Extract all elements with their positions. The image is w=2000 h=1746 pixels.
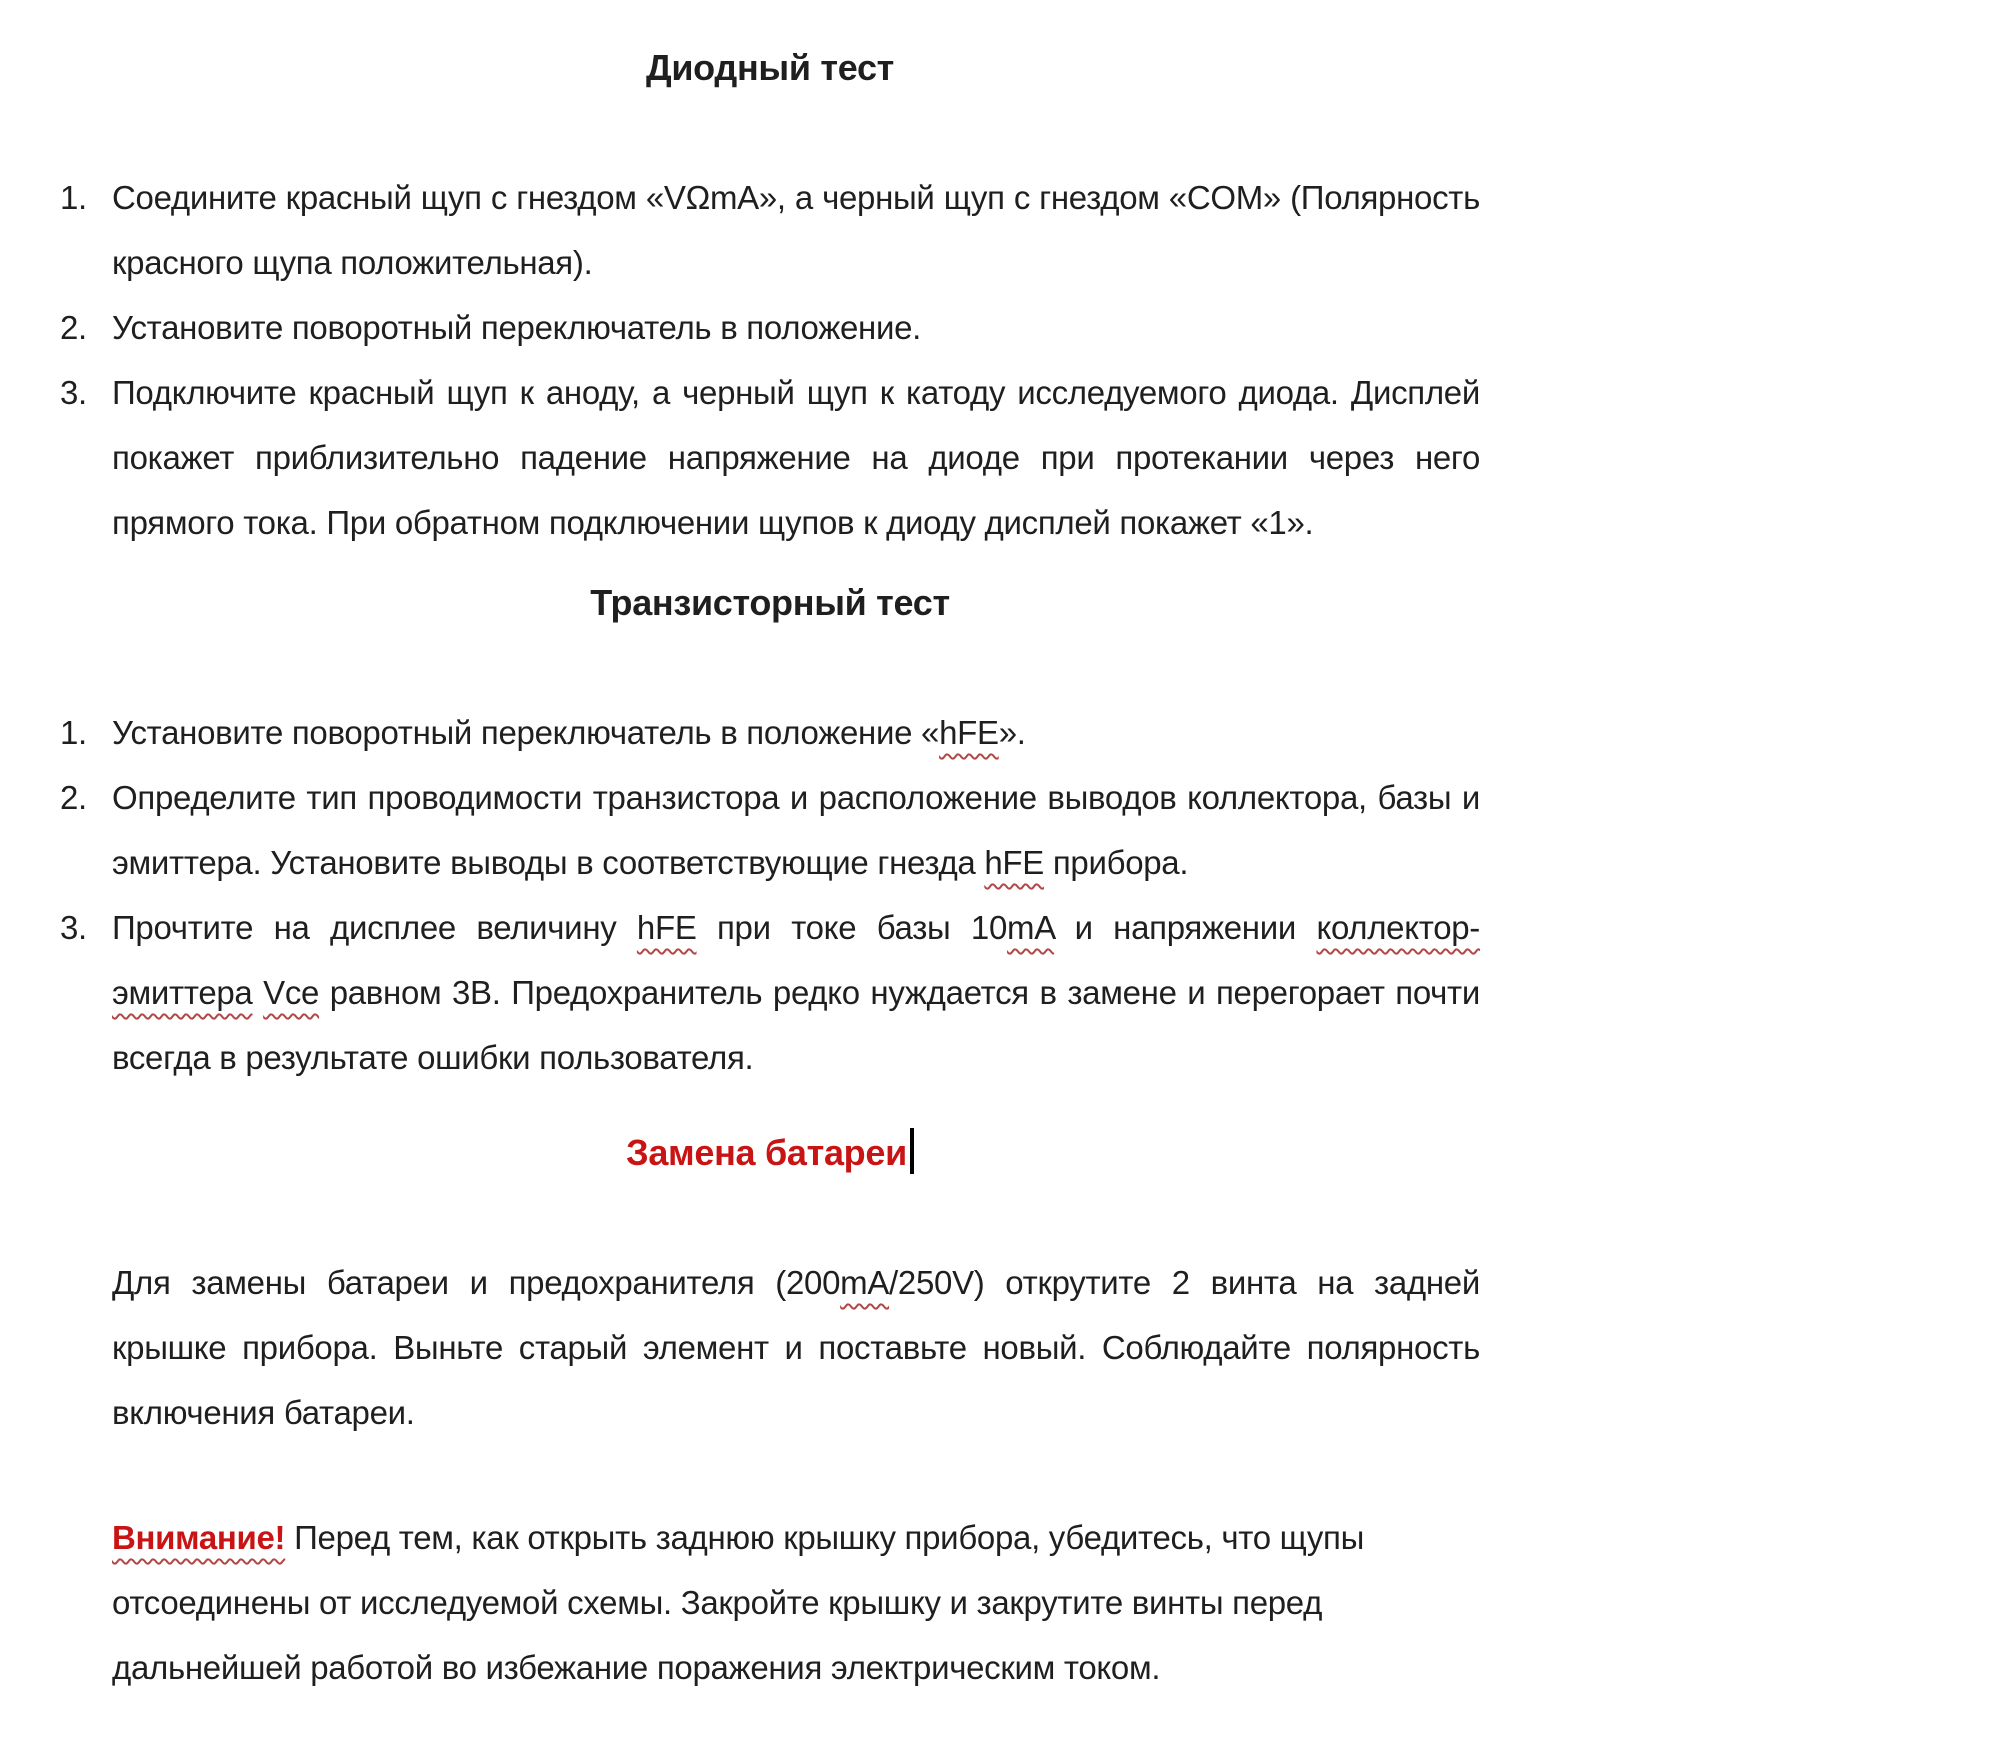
transistor-step-2: [60, 765, 1480, 895]
step-number: 1.: [60, 179, 87, 216]
step-number: 2.: [60, 779, 87, 816]
misspelled-word: mA: [1007, 909, 1055, 946]
step-number: 3.: [60, 374, 87, 411]
diode-step-3: [60, 360, 1480, 555]
transistor-section-title: Транзисторный тест: [590, 582, 950, 623]
transistor-steps-list: [60, 700, 1480, 1090]
step-text: [112, 765, 1480, 895]
step-text-segment: прибора.: [1043, 844, 1189, 881]
misspelled-word: Vce: [263, 974, 320, 1011]
warning-label: Внимание!: [112, 1519, 286, 1556]
misspelled-word: hFE: [984, 844, 1044, 881]
paragraph-segment: /250V) открутите 2 винта на задней крышке прибора. Выньте старый элемент и поставьте новый. Соблюдайте полярность включения батареи.: [112, 1264, 1480, 1431]
warning-text: Перед тем, как открыть заднюю крышку прибора, убедитесь, что щупы отсоединены от исследуемой схемы. Закройте крышку и закрутите винты перед дальнейшей работой во избежание поражения электрическим током.: [112, 1519, 1365, 1686]
battery-section-title: [60, 1120, 1480, 1185]
step-text-segment: [252, 974, 263, 1011]
battery-title-text: Замена батареи: [626, 1132, 907, 1173]
misspelled-word: mA: [840, 1264, 890, 1301]
warning-paragraph: [112, 1505, 1480, 1700]
step-text-segment: Определите тип проводимости транзистора и расположение выводов коллектора, базы и эмиттера. Установите выводы в соответствующие гнезда: [112, 779, 1480, 881]
step-text-segment: Установите поворотный переключатель в положение «: [112, 714, 940, 751]
step-text-segment: Прочтите на дисплее величину: [112, 909, 637, 946]
diode-steps-list: [60, 165, 1480, 555]
step-number: 2.: [60, 309, 87, 346]
misspelled-word: hFE: [939, 714, 999, 751]
step-text-segment: и напряжении: [1054, 909, 1317, 946]
step-number: 3.: [60, 909, 87, 946]
paragraph-segment: Для замены батареи и предохранителя (200: [112, 1264, 841, 1301]
text-cursor: [910, 1128, 914, 1174]
step-text-segment: при токе базы 10: [696, 909, 1008, 946]
misspelled-word: коллектор-эмиттера: [112, 909, 1480, 1011]
step-number: 1.: [60, 714, 87, 751]
diode-section-title: Диодный тест: [646, 47, 894, 88]
step-text: Соедините красный щуп с гнездом «VΩmA», а черный щуп с гнездом «COM» (Полярность красного щупа положительная).: [112, 179, 1480, 281]
step-text: Установите поворотный переключатель в положение.: [112, 309, 922, 346]
step-text: [112, 895, 1480, 1090]
step-text-segment: равном 3В. Предохранитель редко нуждается в замене и перегорает почти всегда в результате ошибки пользователя.: [112, 974, 1480, 1076]
transistor-step-1: [60, 700, 1480, 765]
transistor-step-3: [60, 895, 1480, 1090]
step-text: [112, 700, 1480, 765]
misspelled-word: hFE: [636, 909, 697, 946]
battery-paragraph: [112, 1250, 1480, 1445]
step-text: Подключите красный щуп к аноду, а черный щуп к катоду исследуемого диода. Дисплей покажет приблизительно падение напряжение на диоде при протекании через него прямого тока. При обратном подключении щупов к диоду дисплей покажет «1».: [112, 374, 1480, 541]
diode-step-1: [60, 165, 1480, 295]
diode-step-2: [60, 295, 1480, 360]
step-text-segment: ».: [998, 714, 1026, 751]
